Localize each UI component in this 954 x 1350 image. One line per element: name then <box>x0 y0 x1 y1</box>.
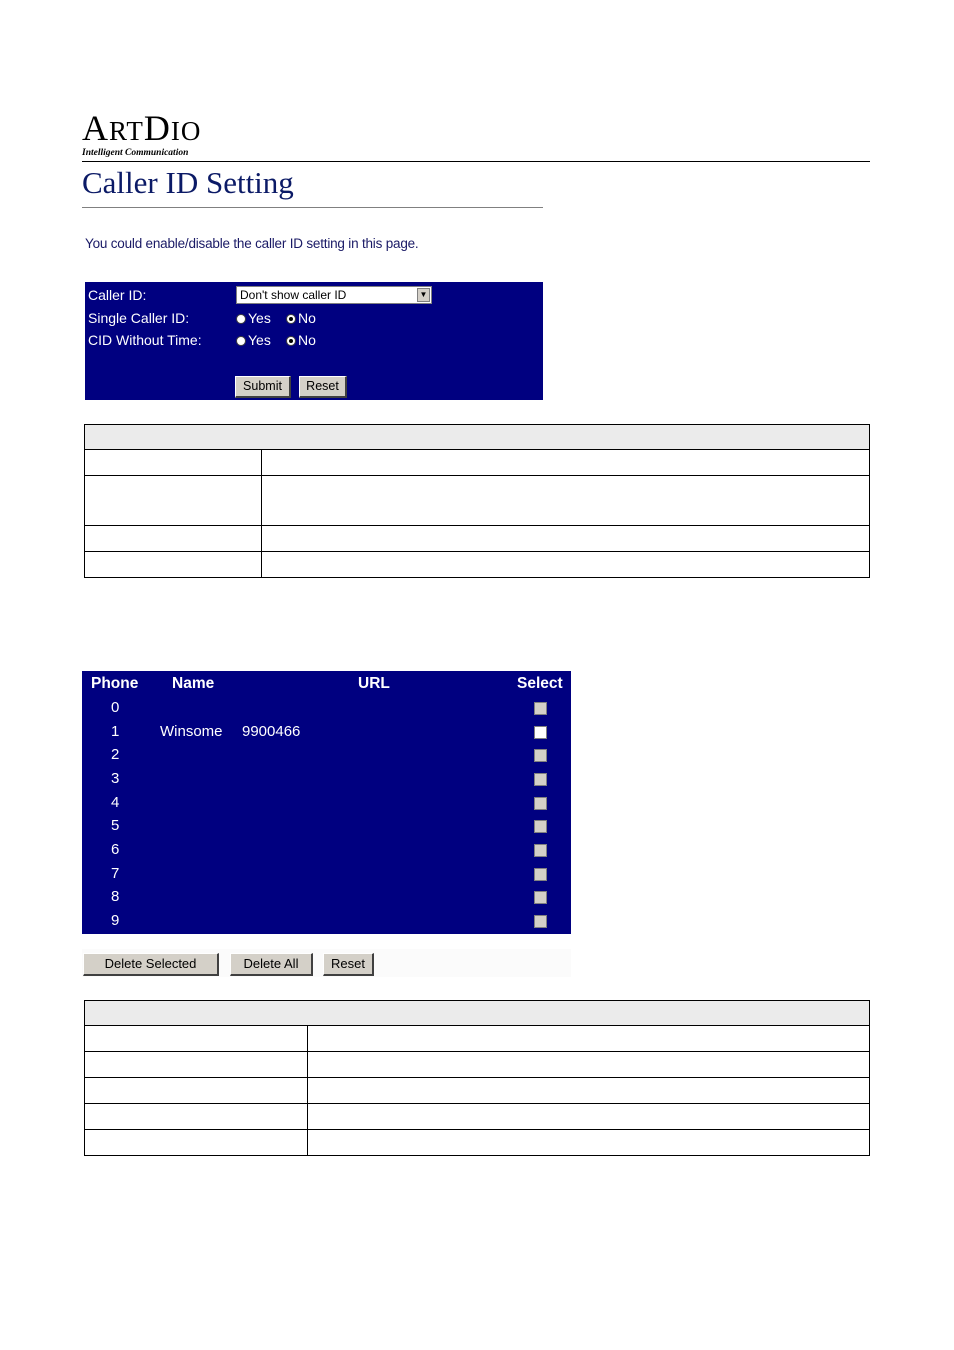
url-column-header: URL <box>358 675 390 692</box>
table-cell <box>262 526 870 552</box>
table-cell <box>85 1026 308 1052</box>
header-divider <box>82 161 870 162</box>
single-caller-id-yes-label: Yes <box>248 310 271 326</box>
entry-name: Winsome <box>160 723 223 740</box>
table-cell <box>85 526 262 552</box>
delete-selected-button[interactable]: Delete Selected <box>83 953 219 976</box>
page-description: You could enable/disable the caller ID setting in this page. <box>85 236 419 251</box>
table-cell <box>308 1130 870 1156</box>
table-cell <box>85 1104 308 1130</box>
cid-without-time-yes-label: Yes <box>248 332 271 348</box>
select-checkbox[interactable] <box>534 844 547 857</box>
select-checkbox[interactable] <box>534 702 547 715</box>
select-checkbox[interactable] <box>534 797 547 810</box>
table-header <box>85 1001 870 1026</box>
phone-number: 5 <box>111 817 120 834</box>
logo-tagline: Intelligent Communication <box>82 148 189 158</box>
table-cell <box>308 1052 870 1078</box>
phone-number: 2 <box>111 746 120 763</box>
single-caller-id-no-radio[interactable] <box>286 314 296 324</box>
phone-column-header: Phone <box>91 675 139 692</box>
phonebook-panel <box>82 671 571 934</box>
caller-id-description-table <box>84 424 870 578</box>
table-cell <box>308 1026 870 1052</box>
phone-number: 6 <box>111 841 120 858</box>
table-cell <box>308 1104 870 1130</box>
select-checkbox[interactable] <box>534 891 547 904</box>
name-column-header: Name <box>172 675 215 692</box>
entry-url: 9900466 <box>242 723 301 740</box>
table-cell <box>85 552 262 578</box>
table-cell <box>85 1052 308 1078</box>
table-cell <box>308 1078 870 1104</box>
phone-number: 4 <box>111 794 120 811</box>
single-caller-id-no-label: No <box>298 310 316 326</box>
table-cell <box>85 476 262 526</box>
table-cell <box>85 1078 308 1104</box>
table-cell <box>85 1130 308 1156</box>
phone-number: 8 <box>111 888 120 905</box>
chevron-down-icon[interactable]: ▼ <box>417 288 430 302</box>
table-cell <box>262 450 870 476</box>
table-cell <box>262 476 870 526</box>
phonebook-description-table <box>84 1000 870 1156</box>
page-title: Caller ID Setting <box>82 165 294 200</box>
table-cell <box>262 552 870 578</box>
title-divider <box>82 207 543 208</box>
artdio-logo <box>82 110 222 160</box>
select-column-header: Select <box>517 675 563 692</box>
phone-number: 0 <box>111 699 120 716</box>
phone-number: 7 <box>111 865 120 882</box>
select-checkbox[interactable] <box>534 749 547 762</box>
phone-number: 9 <box>111 912 120 929</box>
caller-id-screenshot <box>82 166 543 400</box>
phonebook-reset-button[interactable]: Reset <box>323 953 374 976</box>
single-caller-id-label: Single Caller ID: <box>88 310 190 326</box>
single-caller-id-yes-radio[interactable] <box>236 314 246 324</box>
cid-without-time-no-radio[interactable] <box>286 336 296 346</box>
select-checkbox[interactable] <box>534 726 547 739</box>
caller-id-form <box>85 282 543 400</box>
submit-button[interactable]: Submit <box>235 376 291 398</box>
cid-without-time-label: CID Without Time: <box>88 332 202 348</box>
select-checkbox[interactable] <box>534 915 547 928</box>
phone-number: 1 <box>111 723 120 740</box>
select-checkbox[interactable] <box>534 773 547 786</box>
select-checkbox[interactable] <box>534 868 547 881</box>
table-cell <box>85 450 262 476</box>
caller-id-select[interactable] <box>236 286 432 304</box>
caller-id-label: Caller ID: <box>88 287 147 303</box>
phone-number: 3 <box>111 770 120 787</box>
reset-button[interactable]: Reset <box>299 376 347 398</box>
phonebook-buttons <box>82 949 571 977</box>
cid-without-time-yes-radio[interactable] <box>236 336 246 346</box>
select-checkbox[interactable] <box>534 820 547 833</box>
logo-brand: ARTDIO <box>82 108 202 148</box>
table-header <box>85 425 870 450</box>
caller-id-select-value: Don't show caller ID <box>240 288 347 302</box>
delete-all-button[interactable]: Delete All <box>230 953 313 976</box>
cid-without-time-no-label: No <box>298 332 316 348</box>
